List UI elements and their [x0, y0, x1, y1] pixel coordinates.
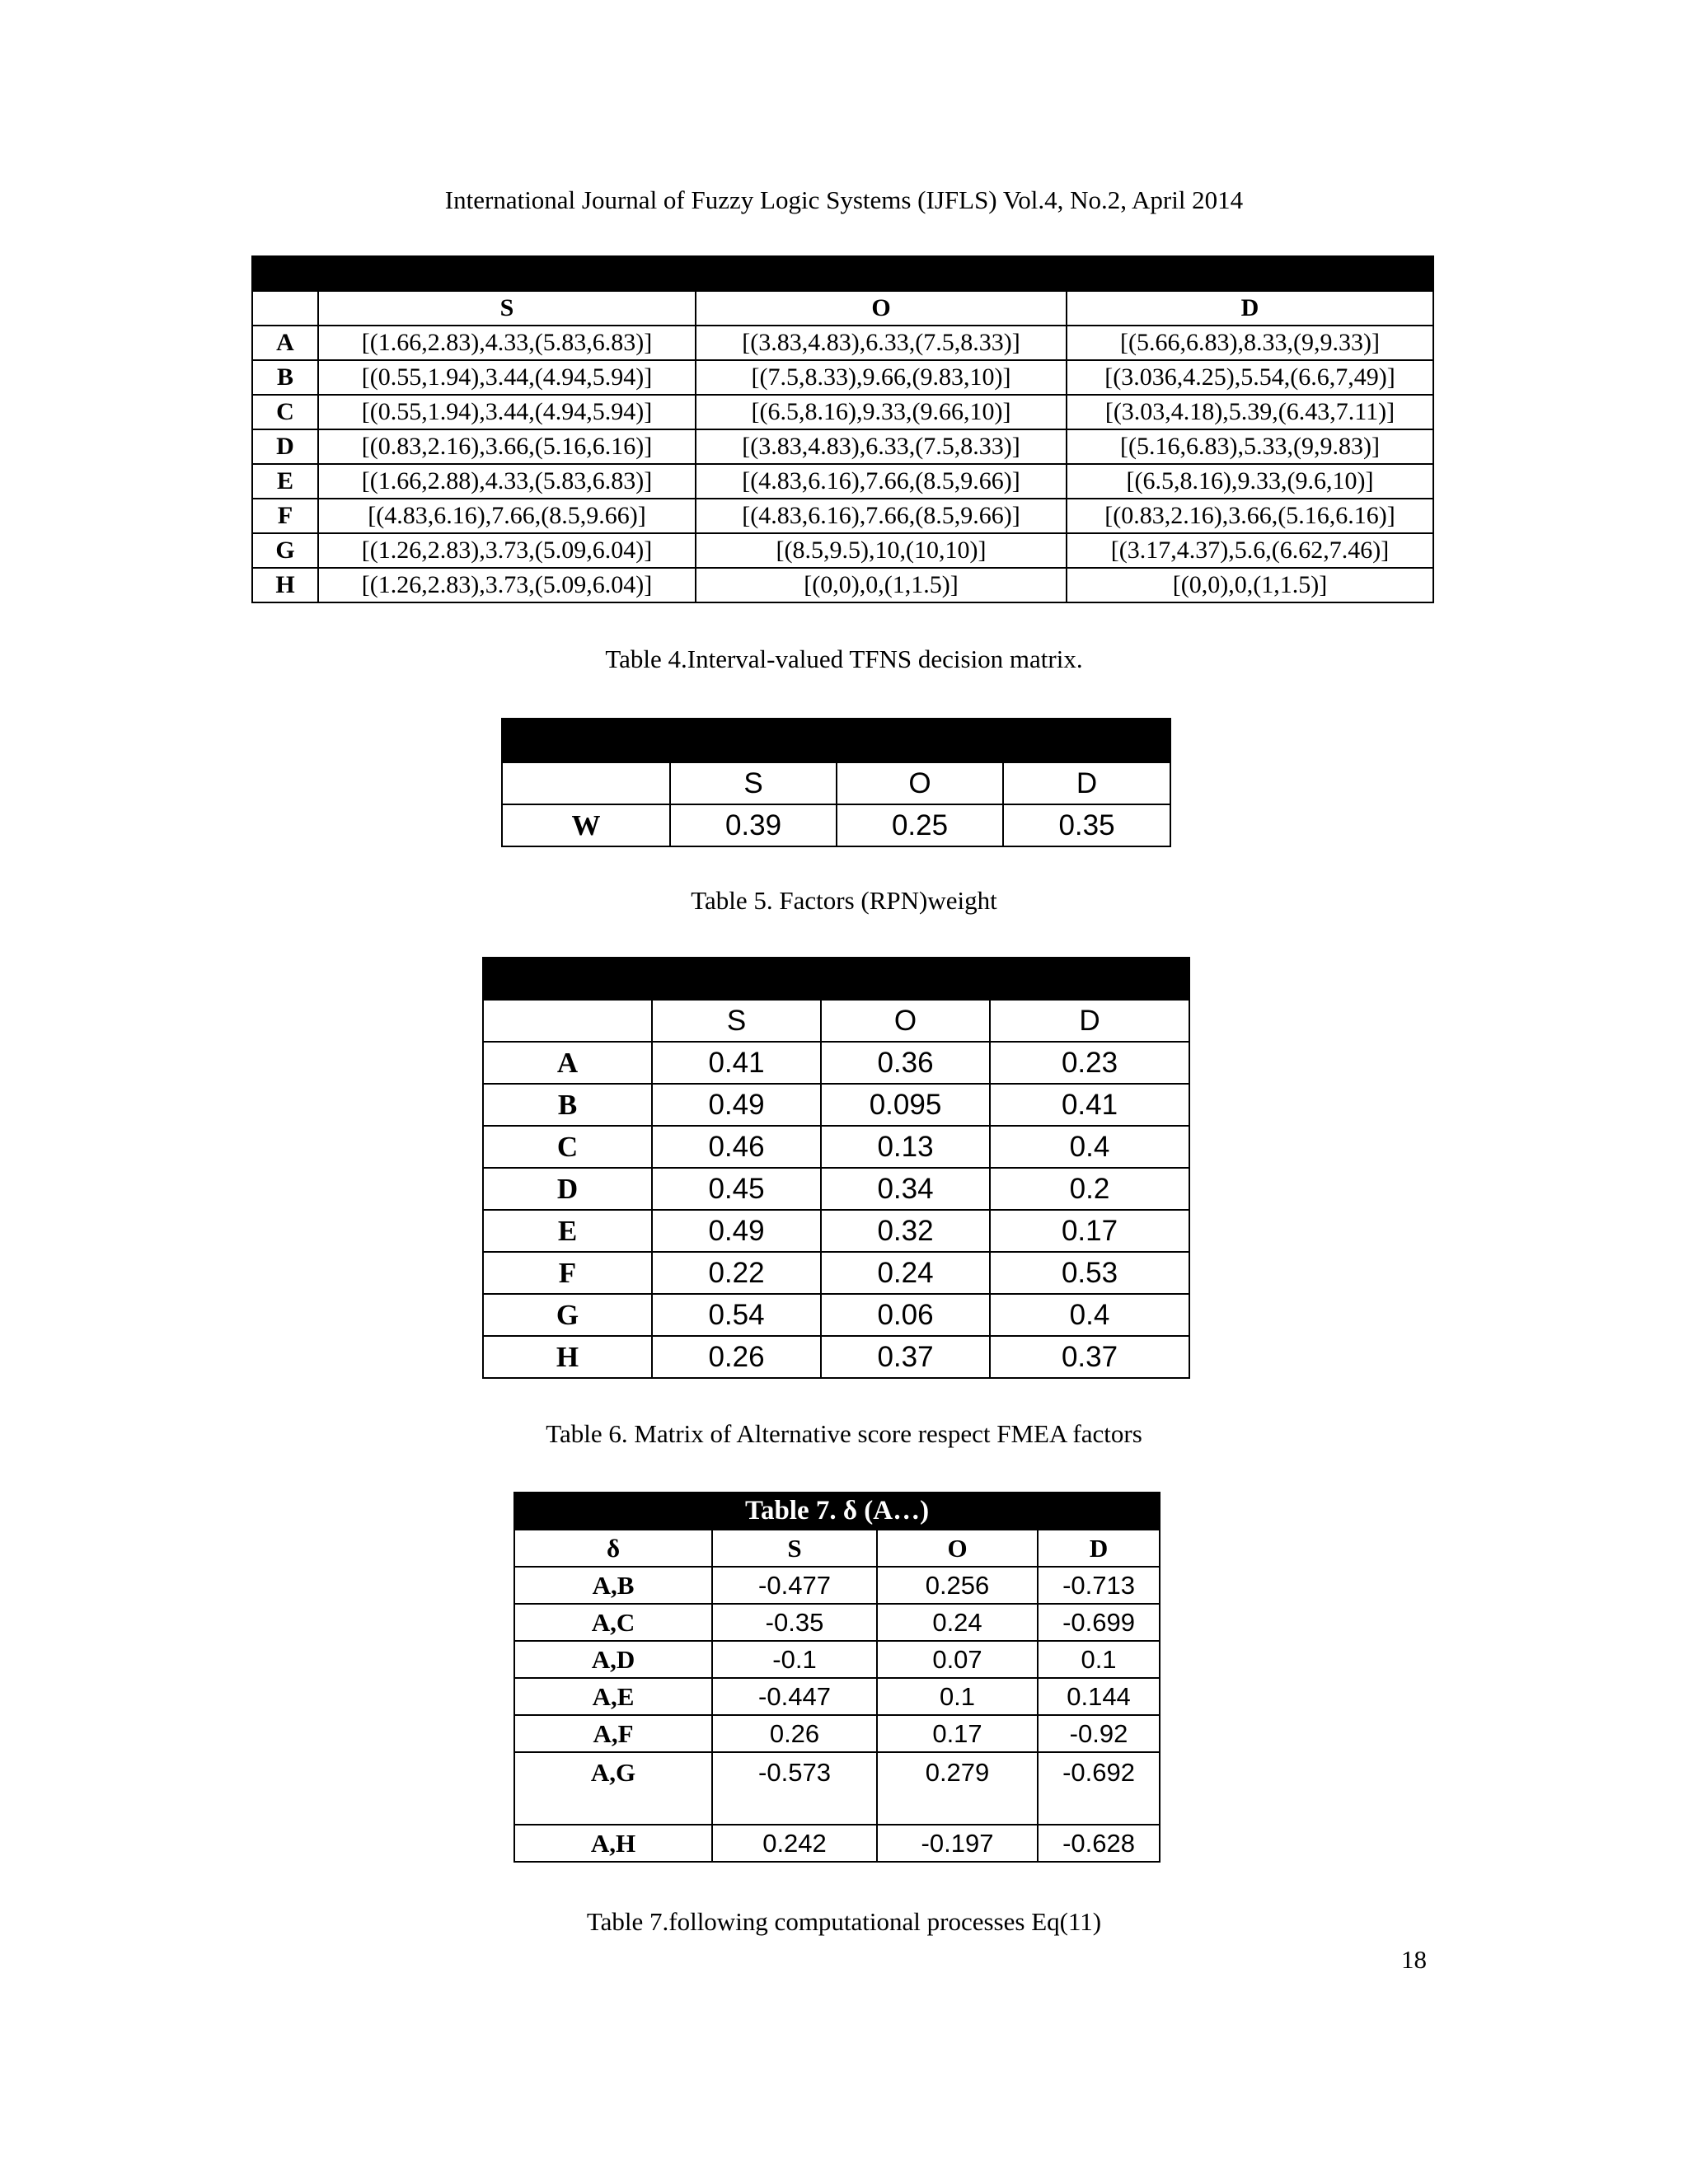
table-header-bar	[252, 256, 1433, 291]
table-cell: [(3.036,4.25),5.54,(6.6,7,49)]	[1067, 360, 1433, 395]
row-label: A,G	[514, 1752, 712, 1825]
table-cell: [(3.17,4.37),5.6,(6.62,7.46)]	[1067, 533, 1433, 568]
row-label: D	[252, 429, 318, 464]
table-cell: -0.1	[712, 1641, 877, 1678]
table-7-delta-values	[513, 1492, 1160, 1863]
table-column-header-row	[483, 1000, 1189, 1042]
table-row	[514, 1641, 1160, 1678]
row-label: E	[483, 1210, 652, 1252]
table-cell: -0.447	[712, 1678, 877, 1715]
table-cell: 0.37	[990, 1336, 1189, 1378]
table-cell: [(1.26,2.83),3.73,(5.09,6.04)]	[318, 533, 696, 568]
table-header-bar	[502, 719, 1170, 762]
column-header: δ	[514, 1530, 712, 1567]
table-cell: 0.242	[712, 1825, 877, 1862]
header-bar-cell	[252, 256, 1433, 291]
table-row	[252, 499, 1433, 533]
table-cell: 0.2	[990, 1168, 1189, 1210]
table-row	[483, 1042, 1189, 1084]
table-row	[483, 1168, 1189, 1210]
table-cell: -0.35	[712, 1604, 877, 1641]
column-header: D	[990, 1000, 1189, 1042]
table-row	[514, 1678, 1160, 1715]
table-cell: -0.573	[712, 1752, 877, 1825]
table-cell: 0.41	[990, 1084, 1189, 1126]
table-cell: 0.13	[821, 1126, 990, 1168]
table-cell: 0.279	[877, 1752, 1038, 1825]
table-cell: [(7.5,8.33),9.66,(9.83,10)]	[696, 360, 1067, 395]
column-header	[502, 762, 670, 804]
table-column-header-row	[252, 291, 1433, 326]
table-cell: [(3.03,4.18),5.39,(6.43,7.11)]	[1067, 395, 1433, 429]
table-cell: [(0.55,1.94),3.44,(4.94,5.94)]	[318, 360, 696, 395]
table-cell: 0.24	[821, 1252, 990, 1294]
table-cell: [(0,0),0,(1,1.5)]	[696, 568, 1067, 602]
table-cell: 0.54	[652, 1294, 821, 1336]
table-header-bar	[483, 958, 1189, 1000]
table-cell: [(0,0),0,(1,1.5)]	[1067, 568, 1433, 602]
table-cell: -0.197	[877, 1825, 1038, 1862]
table-title: Table 7. δ (A…)	[514, 1493, 1160, 1530]
table-cell: [(3.83,4.83),6.33,(7.5,8.33)]	[696, 429, 1067, 464]
row-label: F	[252, 499, 318, 533]
table-row	[483, 1252, 1189, 1294]
table-cell: 0.144	[1038, 1678, 1160, 1715]
table-cell: 0.17	[990, 1210, 1189, 1252]
row-label: G	[252, 533, 318, 568]
table-cell: 0.26	[652, 1336, 821, 1378]
table-cell: 0.26	[712, 1715, 877, 1752]
table-row	[514, 1567, 1160, 1604]
table-cell: 0.39	[670, 804, 837, 846]
row-label: A,E	[514, 1678, 712, 1715]
row-label: B	[483, 1084, 652, 1126]
table-4-decision-matrix	[251, 255, 1434, 603]
running-header: International Journal of Fuzzy Logic Systems (IJFLS) Vol.4, No.2, April 2014	[444, 185, 1244, 214]
column-header: S	[670, 762, 837, 804]
row-label: A,H	[514, 1825, 712, 1862]
table-cell: 0.37	[821, 1336, 990, 1378]
table-row	[514, 1715, 1160, 1752]
table-cell: -0.477	[712, 1567, 877, 1604]
table-cell: 0.23	[990, 1042, 1189, 1084]
row-label: B	[252, 360, 318, 395]
row-label: A,B	[514, 1567, 712, 1604]
table-cell: 0.36	[821, 1042, 990, 1084]
table-row	[514, 1825, 1160, 1862]
table-5-factor-weights	[501, 718, 1171, 847]
table-cell: 0.17	[877, 1715, 1038, 1752]
table-cell: [(4.83,6.16),7.66,(8.5,9.66)]	[696, 499, 1067, 533]
row-label: H	[252, 568, 318, 602]
table-cell: 0.41	[652, 1042, 821, 1084]
table-row	[252, 395, 1433, 429]
table-cell: 0.06	[821, 1294, 990, 1336]
table-title-bar	[514, 1493, 1160, 1530]
table-cell: [(1.66,2.83),4.33,(5.83,6.83)]	[318, 326, 696, 360]
row-label: D	[483, 1168, 652, 1210]
page-number: 18	[1401, 1945, 1427, 1974]
table-cell: 0.4	[990, 1126, 1189, 1168]
table-cell: [(6.5,8.16),9.33,(9.66,10)]	[696, 395, 1067, 429]
column-header: D	[1038, 1530, 1160, 1567]
column-header: O	[821, 1000, 990, 1042]
table-cell: [(5.16,6.83),5.33,(9,9.83)]	[1067, 429, 1433, 464]
table-row	[252, 568, 1433, 602]
table-7-caption: Table 7.following computational processes Eq(11)	[586, 1907, 1102, 1936]
table-cell: -0.713	[1038, 1567, 1160, 1604]
row-label: A,C	[514, 1604, 712, 1641]
table-cell: 0.46	[652, 1126, 821, 1168]
header-bar-cell	[483, 958, 1189, 1000]
table-row	[252, 326, 1433, 360]
table-cell: 0.1	[1038, 1641, 1160, 1678]
table-cell: 0.34	[821, 1168, 990, 1210]
column-header: S	[652, 1000, 821, 1042]
row-label: C	[483, 1126, 652, 1168]
table-cell: [(6.5,8.16),9.33,(9.6,10)]	[1067, 464, 1433, 499]
table-row	[483, 1336, 1189, 1378]
table-row	[514, 1604, 1160, 1641]
table-row	[483, 1210, 1189, 1252]
row-label: A	[252, 326, 318, 360]
table-cell: 0.22	[652, 1252, 821, 1294]
row-label: W	[502, 804, 670, 846]
table-cell: 0.49	[652, 1210, 821, 1252]
table-5-caption: Table 5. Factors (RPN)weight	[691, 886, 997, 915]
row-label: E	[252, 464, 318, 499]
row-label: F	[483, 1252, 652, 1294]
table-row	[502, 804, 1170, 846]
column-header: S	[712, 1530, 877, 1567]
column-header: D	[1003, 762, 1170, 804]
row-label: A,D	[514, 1641, 712, 1678]
column-header: O	[696, 291, 1067, 326]
table-row	[252, 360, 1433, 395]
table-cell: [(1.26,2.83),3.73,(5.09,6.04)]	[318, 568, 696, 602]
table-cell: [(0.83,2.16),3.66,(5.16,6.16)]	[318, 429, 696, 464]
row-label: G	[483, 1294, 652, 1336]
table-cell: 0.25	[837, 804, 1003, 846]
table-cell: 0.35	[1003, 804, 1170, 846]
column-header: S	[318, 291, 696, 326]
table-row	[483, 1294, 1189, 1336]
header-bar-cell	[502, 719, 1170, 762]
table-cell: [(4.83,6.16),7.66,(8.5,9.66)]	[318, 499, 696, 533]
table-row	[483, 1084, 1189, 1126]
table-row	[252, 464, 1433, 499]
table-cell: 0.1	[877, 1678, 1038, 1715]
table-column-header-row	[514, 1530, 1160, 1567]
table-row	[483, 1126, 1189, 1168]
table-cell: 0.24	[877, 1604, 1038, 1641]
table-4-caption: Table 4.Interval-valued TFNS decision matrix.	[605, 644, 1083, 673]
row-label: H	[483, 1336, 652, 1378]
column-header: O	[877, 1530, 1038, 1567]
table-cell: 0.4	[990, 1294, 1189, 1336]
table-cell: [(5.66,6.83),8.33,(9,9.33)]	[1067, 326, 1433, 360]
table-cell: 0.32	[821, 1210, 990, 1252]
table-cell: -0.92	[1038, 1715, 1160, 1752]
table-row	[252, 429, 1433, 464]
column-header: O	[837, 762, 1003, 804]
table-cell: [(8.5,9.5),10,(10,10)]	[696, 533, 1067, 568]
row-label: A,F	[514, 1715, 712, 1752]
table-cell: 0.53	[990, 1252, 1189, 1294]
table-cell: -0.628	[1038, 1825, 1160, 1862]
table-cell: -0.699	[1038, 1604, 1160, 1641]
table-row	[252, 533, 1433, 568]
row-label: C	[252, 395, 318, 429]
table-cell: [(1.66,2.88),4.33,(5.83,6.83)]	[318, 464, 696, 499]
table-row	[514, 1752, 1160, 1825]
table-6-caption: Table 6. Matrix of Alternative score respect FMEA factors	[546, 1419, 1142, 1448]
column-header: D	[1067, 291, 1433, 326]
table-cell: 0.095	[821, 1084, 990, 1126]
table-cell: 0.49	[652, 1084, 821, 1126]
table-cell: 0.256	[877, 1567, 1038, 1604]
table-cell: [(4.83,6.16),7.66,(8.5,9.66)]	[696, 464, 1067, 499]
table-cell: 0.07	[877, 1641, 1038, 1678]
column-header	[483, 1000, 652, 1042]
table-cell: 0.45	[652, 1168, 821, 1210]
table-cell: -0.692	[1038, 1752, 1160, 1825]
table-cell: [(0.83,2.16),3.66,(5.16,6.16)]	[1067, 499, 1433, 533]
table-6-alternative-scores	[482, 957, 1190, 1379]
table-column-header-row	[502, 762, 1170, 804]
table-cell: [(3.83,4.83),6.33,(7.5,8.33)]	[696, 326, 1067, 360]
row-label: A	[483, 1042, 652, 1084]
table-cell: [(0.55,1.94),3.44,(4.94,5.94)]	[318, 395, 696, 429]
column-header	[252, 291, 318, 326]
